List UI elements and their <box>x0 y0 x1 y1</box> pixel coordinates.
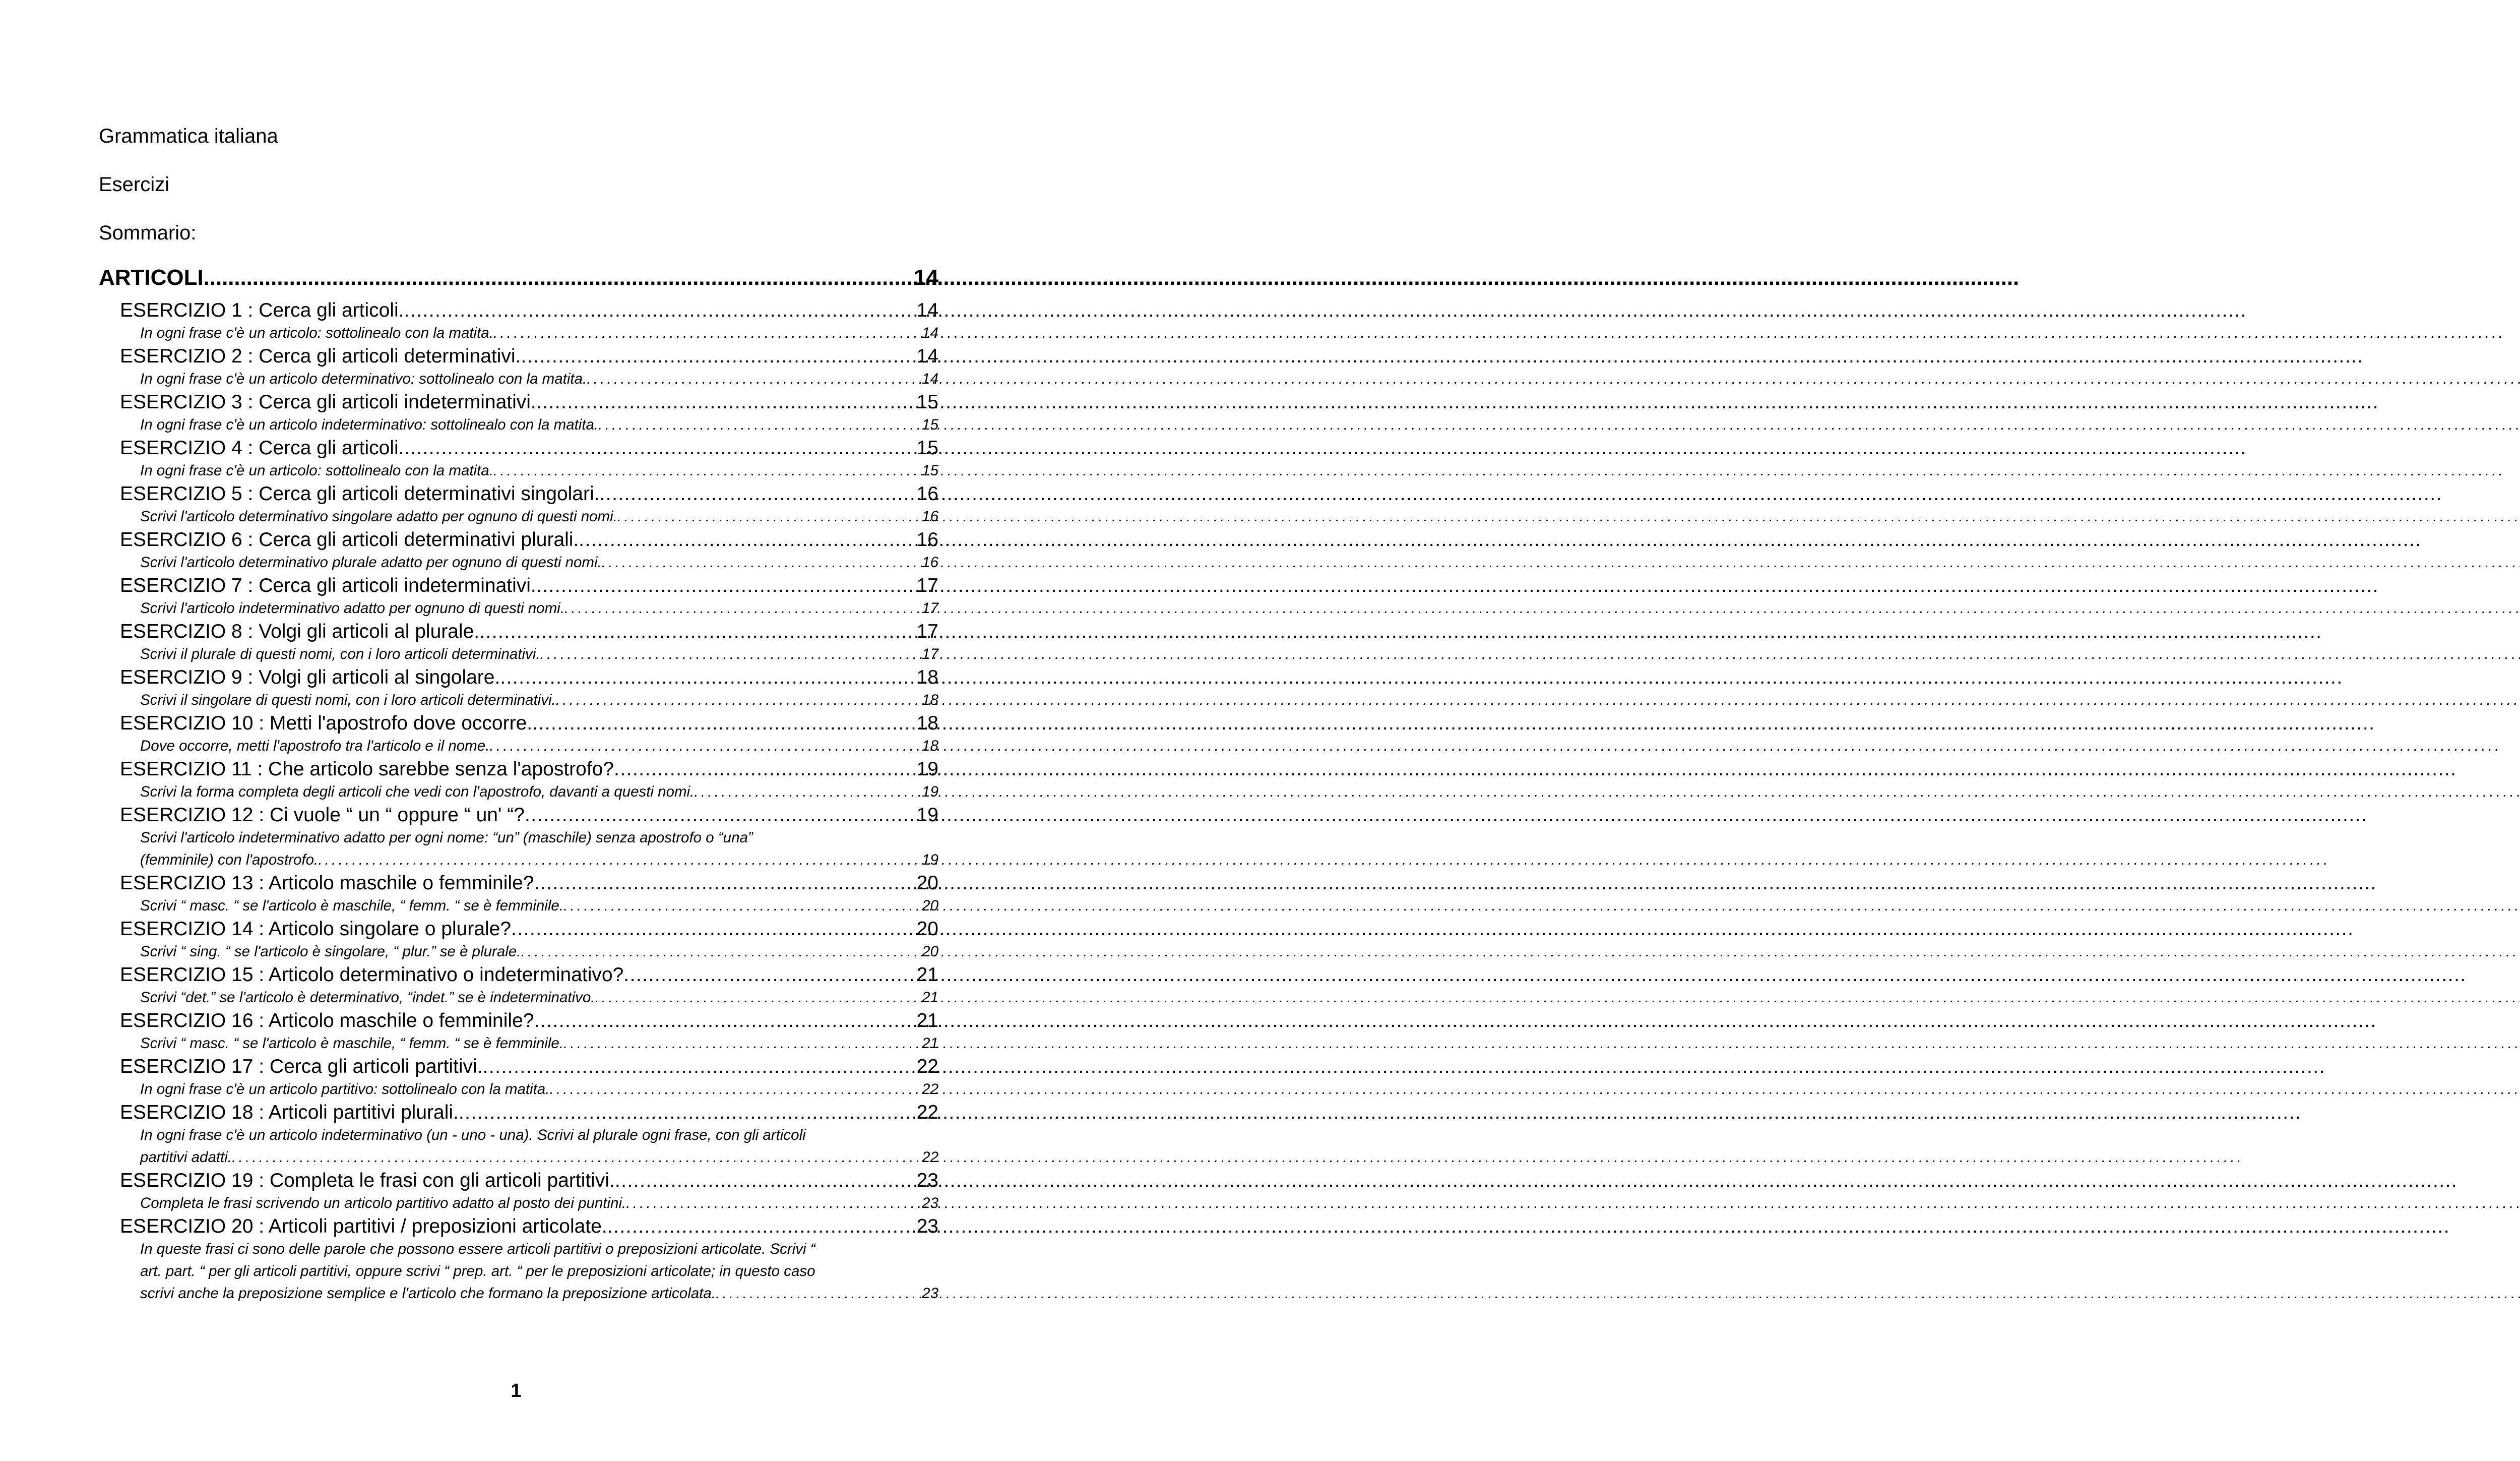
toc-exercise-title: ESERCIZIO 13 : Articolo maschile o femminile? <box>120 872 534 894</box>
toc-description-page: 15 <box>922 416 938 433</box>
dot-leader <box>521 941 922 963</box>
toc-exercise-page: 19 <box>916 758 938 780</box>
toc-exercise-title-line <box>120 344 938 368</box>
toc-exercise-title: ESERCIZIO 18 : Articoli partitivi plurali. <box>120 1102 459 1123</box>
toc-description-line <box>140 1192 938 1214</box>
toc-description-text: Scrivi il singolare di questi nomi, con i loro articoli determinativi. <box>140 692 556 708</box>
toc-description-text: Scrivi l'articolo indeterminativo adatto per ogni nome: “un” (maschile) senza apostrofo o “una” <box>140 829 753 846</box>
dot-leader <box>599 482 916 506</box>
toc-description-line <box>140 597 938 620</box>
toc-exercise-title-line <box>120 665 938 689</box>
toc-exercise-description <box>140 597 938 620</box>
dot-leader <box>623 963 916 987</box>
dot-leader <box>615 1169 917 1192</box>
toc-description-page: 18 <box>922 738 938 754</box>
toc-exercise-title: ESERCIZIO 10 : Metti l'apostrofo dove occorre. <box>120 712 533 734</box>
toc-exercise-title: ESERCIZIO 12 : Ci vuole “ un “ oppure “ un' “? <box>120 804 525 826</box>
toc-exercise-page: 15 <box>916 391 938 413</box>
toc-description-text: In ogni frase c'è un articolo partitivo: sottolinealo con la matita. <box>140 1081 550 1098</box>
toc-description-page: 16 <box>922 554 938 571</box>
toc-section-title: ARTICOLI <box>99 265 204 290</box>
toc-description-page: 22 <box>922 1081 938 1098</box>
toc-exercise-description <box>140 368 938 390</box>
toc-exercise-page: 22 <box>916 1056 938 1077</box>
toc-exercise-title: ESERCIZIO 5 : Cerca gli articoli determinativi singolari. <box>120 483 600 505</box>
dot-leader <box>521 344 916 368</box>
toc-exercise-description <box>140 781 938 803</box>
toc-description-text: art. part. “ per gli articoli partitivi, oppure scrivi “ prep. art. “ per le preposizioni articolate; in questo caso <box>140 1263 815 1280</box>
toc-description-line <box>140 849 938 871</box>
dot-leader <box>563 895 922 917</box>
dot-leader <box>404 436 916 460</box>
toc-exercise-title-line <box>120 803 938 827</box>
toc-description-page: 19 <box>922 851 938 868</box>
dot-leader <box>579 528 916 552</box>
toc-exercise-entry[interactable] <box>120 757 938 803</box>
toc-exercise-page: 21 <box>916 1010 938 1031</box>
toc-description-page: 23 <box>922 1285 938 1302</box>
toc-exercise-title-line <box>120 711 938 735</box>
toc-exercise-title: ESERCIZIO 19 : Completa le frasi con gli articoli partitivi. <box>120 1170 615 1191</box>
toc-description-page: 20 <box>922 943 938 960</box>
toc-exercise-entry[interactable] <box>120 436 938 482</box>
dot-leader <box>232 1146 922 1169</box>
toc-description-line <box>140 987 938 1009</box>
dot-leader <box>204 262 914 293</box>
toc-exercise-page: 18 <box>916 712 938 734</box>
toc-description-text: Completa le frasi scrivendo un articolo partitivo adatto al posto dei puntini. <box>140 1195 626 1211</box>
toc-exercise-title-line <box>120 390 938 414</box>
toc-exercise-entry[interactable] <box>120 390 938 436</box>
toc-description-line <box>140 689 938 711</box>
toc-description-text: scrivi anche la preposizione semplice e l'articolo che formano la preposizione articolata. <box>140 1285 716 1302</box>
toc-exercise-entry[interactable] <box>120 963 938 1009</box>
toc-description-page: 16 <box>922 508 938 525</box>
dot-leader <box>534 871 916 895</box>
dot-leader <box>532 711 917 735</box>
toc-exercise-description <box>140 1032 938 1055</box>
dot-leader <box>626 1192 922 1214</box>
toc-exercise-page: 14 <box>916 345 938 367</box>
toc-exercise-page: 15 <box>916 437 938 459</box>
document-page <box>0 0 1032 1461</box>
toc-exercise-entry[interactable] <box>120 1214 938 1305</box>
toc-exercise-description <box>140 460 938 482</box>
toc-exercise-entry[interactable] <box>120 344 938 390</box>
toc-exercise-title-line <box>120 871 938 895</box>
toc-exercise-title: ESERCIZIO 7 : Cerca gli articoli indeterminativi. <box>120 575 536 596</box>
document-subtitle: Esercizi <box>99 173 170 196</box>
document-title: Grammatica italiana <box>99 125 278 147</box>
table-of-contents <box>99 262 938 1305</box>
toc-description-page: 15 <box>922 462 938 479</box>
dot-leader <box>525 803 917 827</box>
toc-exercise-title-line <box>120 620 938 643</box>
toc-exercise-page: 22 <box>916 1102 938 1123</box>
dot-leader <box>556 689 922 711</box>
toc-description-text: Scrivi “ masc. “ se l'articolo è maschile, “ femm. “ se è femminile. <box>140 897 564 914</box>
toc-description-line <box>140 552 938 574</box>
dot-leader <box>534 1009 916 1032</box>
toc-exercise-title: ESERCIZIO 8 : Volgi gli articoli al plurale. <box>120 621 480 642</box>
toc-exercise-title-line <box>120 1009 938 1032</box>
toc-exercise-title: ESERCIZIO 9 : Volgi gli articoli al singolare. <box>120 666 500 688</box>
toc-exercise-description <box>140 1192 938 1214</box>
dot-leader <box>540 643 922 665</box>
toc-description-line <box>140 1032 938 1055</box>
toc-section-entry[interactable] <box>99 262 938 293</box>
toc-exercise-entry[interactable] <box>120 665 938 711</box>
toc-description-text: In ogni frase c'è un articolo: sottolinealo con la matita. <box>140 325 493 341</box>
toc-exercise-description <box>140 1238 938 1305</box>
toc-description-line <box>140 895 938 917</box>
toc-exercise-entry[interactable] <box>120 1169 938 1214</box>
toc-exercise-title: ESERCIZIO 6 : Cerca gli articoli determinativi plurali. <box>120 529 579 551</box>
toc-description-page: 14 <box>922 371 938 387</box>
toc-exercise-entry[interactable] <box>120 1101 938 1169</box>
dot-leader <box>716 1283 922 1305</box>
toc-exercise-description <box>140 895 938 917</box>
toc-exercise-page: 23 <box>916 1215 938 1237</box>
dot-leader <box>536 390 917 414</box>
toc-description-text: Scrivi l'articolo determinativo plurale adatto per ognuno di questi nomi. <box>140 554 602 571</box>
toc-description-line <box>140 414 938 436</box>
toc-exercise-title-line <box>120 963 938 987</box>
toc-exercise-description <box>140 552 938 574</box>
toc-description-line <box>140 368 938 390</box>
toc-description-page: 17 <box>922 646 938 662</box>
toc-description-page: 17 <box>922 600 938 617</box>
toc-exercise-entry[interactable] <box>120 528 938 574</box>
toc-exercise-title-line <box>120 528 938 552</box>
toc-description-line <box>140 941 938 963</box>
toc-exercise-title: ESERCIZIO 17 : Cerca gli articoli partitivi. <box>120 1056 483 1077</box>
toc-exercise-page: 21 <box>916 964 938 986</box>
toc-description-text: Scrivi “ masc. “ se l'articolo è maschile, “ femm. “ se è femminile. <box>140 1035 564 1052</box>
toc-description-line <box>140 322 938 344</box>
dot-leader <box>318 849 922 871</box>
dot-leader <box>493 322 922 344</box>
toc-exercise-page: 20 <box>916 872 938 894</box>
toc-exercise-title: ESERCIZIO 4 : Cerca gli articoli. <box>120 437 404 459</box>
dot-leader <box>602 552 922 574</box>
dot-leader <box>500 665 916 689</box>
toc-description-text: In queste frasi ci sono delle parole che possono essere articoli partitivi o preposizioni articolate. Scrivi “ <box>140 1241 815 1257</box>
dot-leader <box>483 1055 917 1078</box>
toc-description-line <box>140 1146 938 1169</box>
dot-leader <box>587 368 922 390</box>
dot-leader <box>564 597 922 620</box>
toc-exercise-description <box>140 506 938 528</box>
toc-description-page: 21 <box>922 1035 938 1052</box>
toc-description-text: Scrivi l'articolo determinativo singolare adatto per ognuno di questi nomi. <box>140 508 617 525</box>
toc-exercise-page: 18 <box>916 666 938 688</box>
toc-description-page: 19 <box>922 783 938 800</box>
dot-leader <box>607 1214 917 1238</box>
toc-description-page: 21 <box>922 989 938 1006</box>
toc-exercise-entry[interactable] <box>120 620 938 665</box>
dot-leader <box>614 757 917 781</box>
dot-leader <box>511 917 917 941</box>
dot-leader <box>459 1101 917 1124</box>
toc-exercise-description <box>140 735 938 757</box>
toc-exercise-title: ESERCIZIO 15 : Articolo determinativo o indeterminativo? <box>120 964 624 986</box>
toc-exercise-title: ESERCIZIO 11 : Che articolo sarebbe senza l'apostrofo? <box>120 758 614 780</box>
toc-description-line <box>140 735 938 757</box>
toc-exercise-page: 17 <box>916 575 938 596</box>
toc-exercise-title: ESERCIZIO 14 : Articolo singolare o plurale? <box>120 918 512 940</box>
toc-description-page: 22 <box>922 1149 938 1166</box>
dot-leader <box>563 1032 922 1055</box>
toc-exercise-description <box>140 1124 938 1169</box>
dot-leader <box>479 620 916 643</box>
toc-description-text: In ogni frase c'è un articolo determinativo: sottolinealo con la matita. <box>140 371 587 387</box>
toc-description-line <box>140 1078 938 1101</box>
dot-leader <box>404 298 916 322</box>
toc-exercise-title-line <box>120 757 938 781</box>
toc-exercise-description <box>140 827 938 871</box>
toc-exercise-entry[interactable] <box>120 482 938 528</box>
dot-leader <box>694 781 922 803</box>
toc-description-text: Scrivi “det.” se l'articolo è determinativo, “indet.” se è indeterminativo. <box>140 989 595 1006</box>
dot-leader <box>489 735 922 757</box>
toc-exercise-description <box>140 322 938 344</box>
toc-exercise-title: ESERCIZIO 3 : Cerca gli articoli indeterminativi. <box>120 391 536 413</box>
toc-exercise-entry[interactable] <box>120 298 938 344</box>
summary-label: Sommario: <box>99 222 197 244</box>
toc-exercise-page: 20 <box>916 918 938 940</box>
page-number: 1 <box>511 1380 522 1402</box>
toc-exercise-title: ESERCIZIO 20 : Articoli partitivi / preposizioni articolate. <box>120 1215 607 1237</box>
toc-exercise-description <box>140 643 938 665</box>
toc-description-text: Scrivi “ sing. “ se l'articolo è singolare, “ plur.” se è plurale. <box>140 943 521 960</box>
toc-exercise-title-line <box>120 1214 938 1238</box>
toc-exercise-title-line <box>120 436 938 460</box>
dot-leader <box>493 460 922 482</box>
toc-exercise-page: 16 <box>916 529 938 551</box>
toc-exercise-title-line <box>120 1101 938 1124</box>
toc-exercise-title-line <box>120 1169 938 1192</box>
toc-exercise-entry[interactable] <box>120 574 938 620</box>
toc-description-text: In ogni frase c'è un articolo indeterminativo: sottolinealo con la matita. <box>140 416 599 433</box>
toc-exercise-title: ESERCIZIO 1 : Cerca gli articoli. <box>120 299 404 321</box>
toc-description-page: 14 <box>922 325 938 341</box>
toc-description-line <box>140 781 938 803</box>
toc-description-text: In ogni frase c'è un articolo indeterminativo (un - uno - una). Scrivi al plurale ogni frase, con gli articoli <box>140 1127 806 1143</box>
toc-exercise-title: ESERCIZIO 2 : Cerca gli articoli determinativi. <box>120 345 521 367</box>
toc-exercise-title-line <box>120 1055 938 1078</box>
toc-description-line <box>140 460 938 482</box>
toc-exercise-entry[interactable] <box>120 711 938 757</box>
toc-description-page: 20 <box>922 897 938 914</box>
toc-description-page: 18 <box>922 692 938 708</box>
toc-exercise-entry[interactable] <box>120 1055 938 1101</box>
toc-exercise-entry[interactable] <box>120 803 938 871</box>
toc-description-line <box>140 643 938 665</box>
toc-exercise-page: 19 <box>916 804 938 826</box>
toc-exercise-title-line <box>120 298 938 322</box>
toc-description-text: (femminile) con l'apostrofo. <box>140 851 319 868</box>
toc-exercise-description <box>140 987 938 1009</box>
toc-exercise-description <box>140 689 938 711</box>
toc-exercise-entry[interactable] <box>120 917 938 963</box>
toc-exercise-page: 16 <box>916 483 938 505</box>
toc-exercise-entry[interactable] <box>120 871 938 917</box>
toc-exercise-entry[interactable] <box>120 1009 938 1055</box>
toc-exercise-page: 14 <box>916 299 938 321</box>
toc-exercise-description <box>140 941 938 963</box>
toc-exercise-title-line <box>120 574 938 597</box>
toc-description-text: Scrivi il plurale di questi nomi, con i loro articoli determinativi. <box>140 646 540 662</box>
dot-leader <box>617 506 922 528</box>
toc-exercise-page: 23 <box>916 1170 938 1191</box>
toc-exercise-title-line <box>120 917 938 941</box>
dot-leader <box>536 574 917 597</box>
dot-leader <box>595 987 922 1009</box>
toc-exercise-page: 17 <box>916 621 938 642</box>
toc-description-line <box>140 1283 938 1305</box>
dot-leader <box>598 414 922 436</box>
toc-section-page: 14 <box>914 265 938 290</box>
toc-exercise-title: ESERCIZIO 16 : Articolo maschile o femminile? <box>120 1010 534 1031</box>
toc-exercise-description <box>140 414 938 436</box>
toc-description-line <box>140 506 938 528</box>
toc-description-text: In ogni frase c'è un articolo: sottolinealo con la matita. <box>140 462 493 479</box>
toc-description-text: Dove occorre, metti l'apostrofo tra l'articolo e il nome. <box>140 738 490 754</box>
toc-description-text: partitivi adatti. <box>140 1149 232 1166</box>
toc-description-page: 23 <box>922 1195 938 1211</box>
toc-description-text: Scrivi l'articolo indeterminativo adatto per ognuno di questi nomi. <box>140 600 564 617</box>
toc-description-text: Scrivi la forma completa degli articoli che vedi con l'apostrofo, davanti a questi nomi. <box>140 783 695 800</box>
toc-exercise-description <box>140 1078 938 1101</box>
dot-leader <box>549 1078 922 1101</box>
toc-exercise-title-line <box>120 482 938 506</box>
